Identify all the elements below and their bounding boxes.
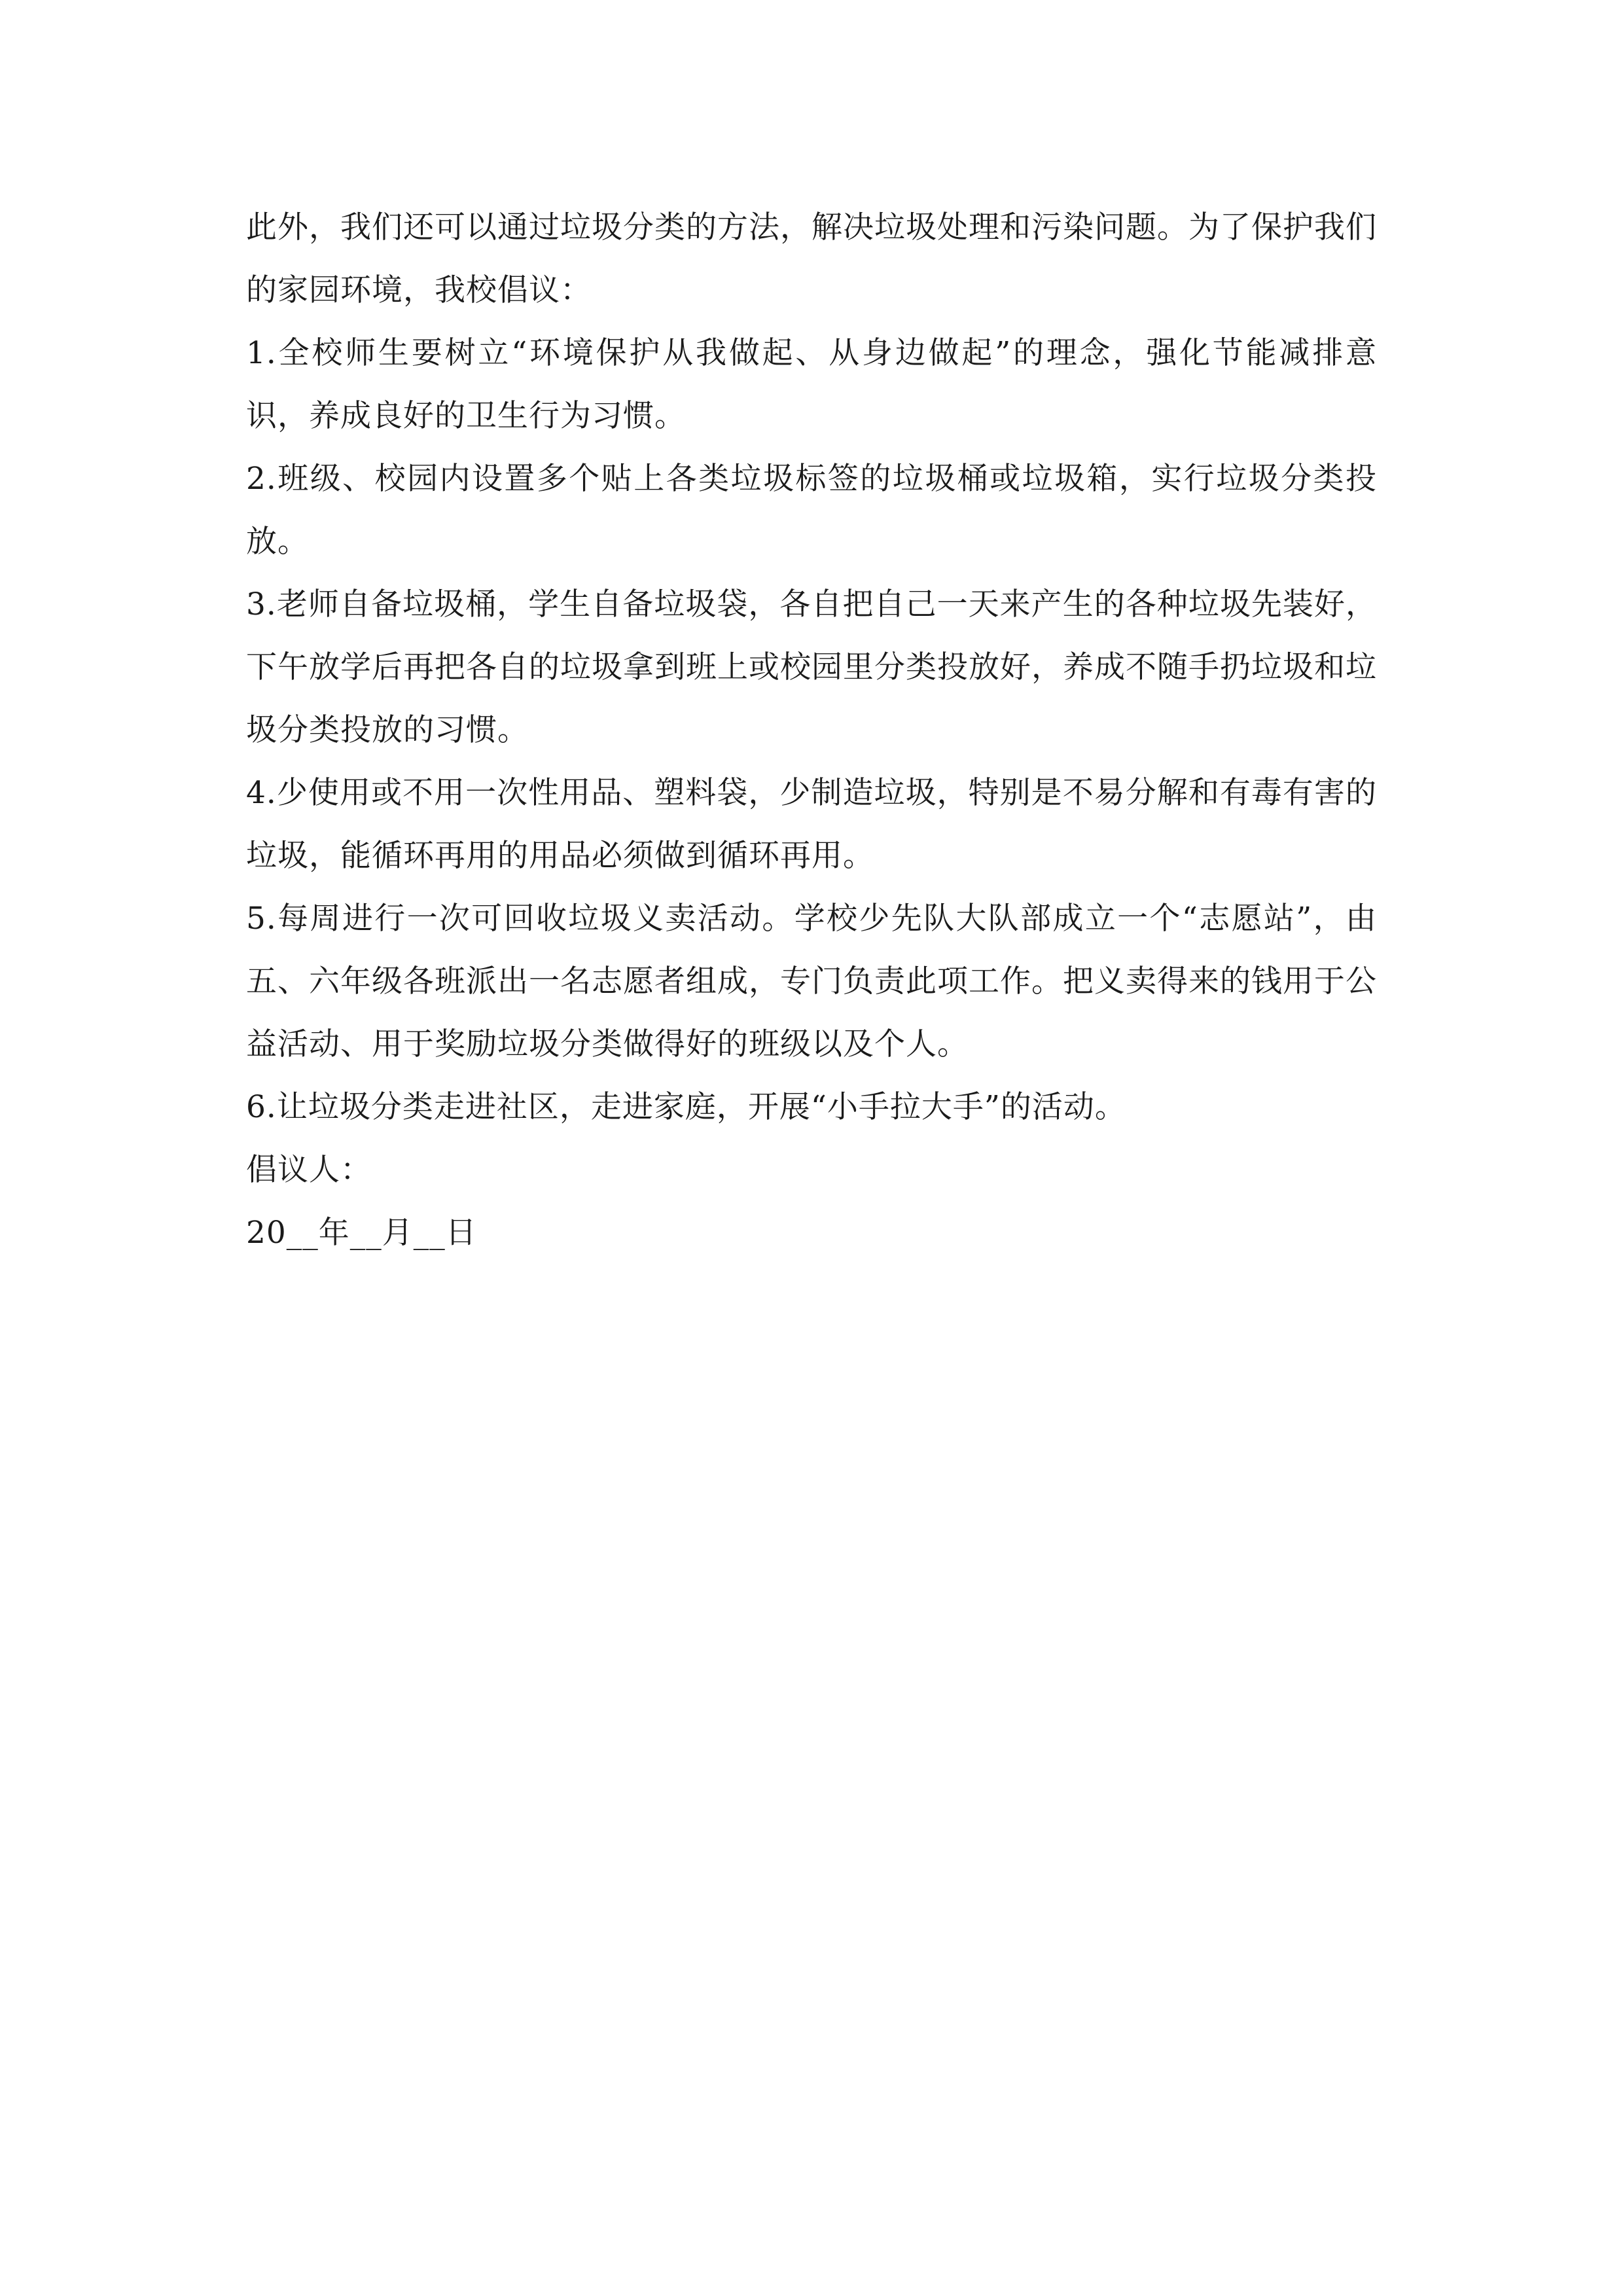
proposal-item-2: 2.班级、校园内设置多个贴上各类垃圾标签的垃圾桶或垃圾箱，实行垃圾分类投放。 [246,461,1377,560]
document-body [246,196,1377,1265]
proposal-item-5: 5.每周进行一次可回收垃圾义卖活动。学校少先队大队部成立一个“志愿站”，由五、六年级各班派出一名志愿者组成，专门负责此项工作。把义卖得来的钱用于公益活动、用于奖励垃圾分类做得好的班级以及个人。 [246,901,1377,1062]
proposal-item-3: 3.老师自备垃圾桶，学生自备垃圾袋，各自把自己一天来产生的各种垃圾先装好，下午放学后再把各自的垃圾拿到班上或校园里分类投放好，养成不随手扔垃圾和垃圾分类投放的习惯。 [246,586,1377,748]
date-line: 20__年__月__日 [246,1215,477,1251]
proposal-item-4: 4.少使用或不用一次性用品、塑料袋，少制造垃圾，特别是不易分解和有毒有害的垃圾，能循环再用的用品必须做到循环再用。 [246,775,1377,874]
proposal-item-1: 1.全校师生要树立“环境保护从我做起、从身边做起”的理念，强化节能减排意识，养成良好的卫生行为习惯。 [246,335,1377,434]
intro-paragraph: 此外，我们还可以通过垃圾分类的方法，解决垃圾处理和污染问题。为了保护我们的家园环境，我校倡议： [246,209,1377,308]
signature-label: 倡议人： [246,1152,372,1188]
proposal-item-6: 6.让垃圾分类走进社区，走进家庭，开展“小手拉大手”的活动。 [246,1089,1126,1125]
